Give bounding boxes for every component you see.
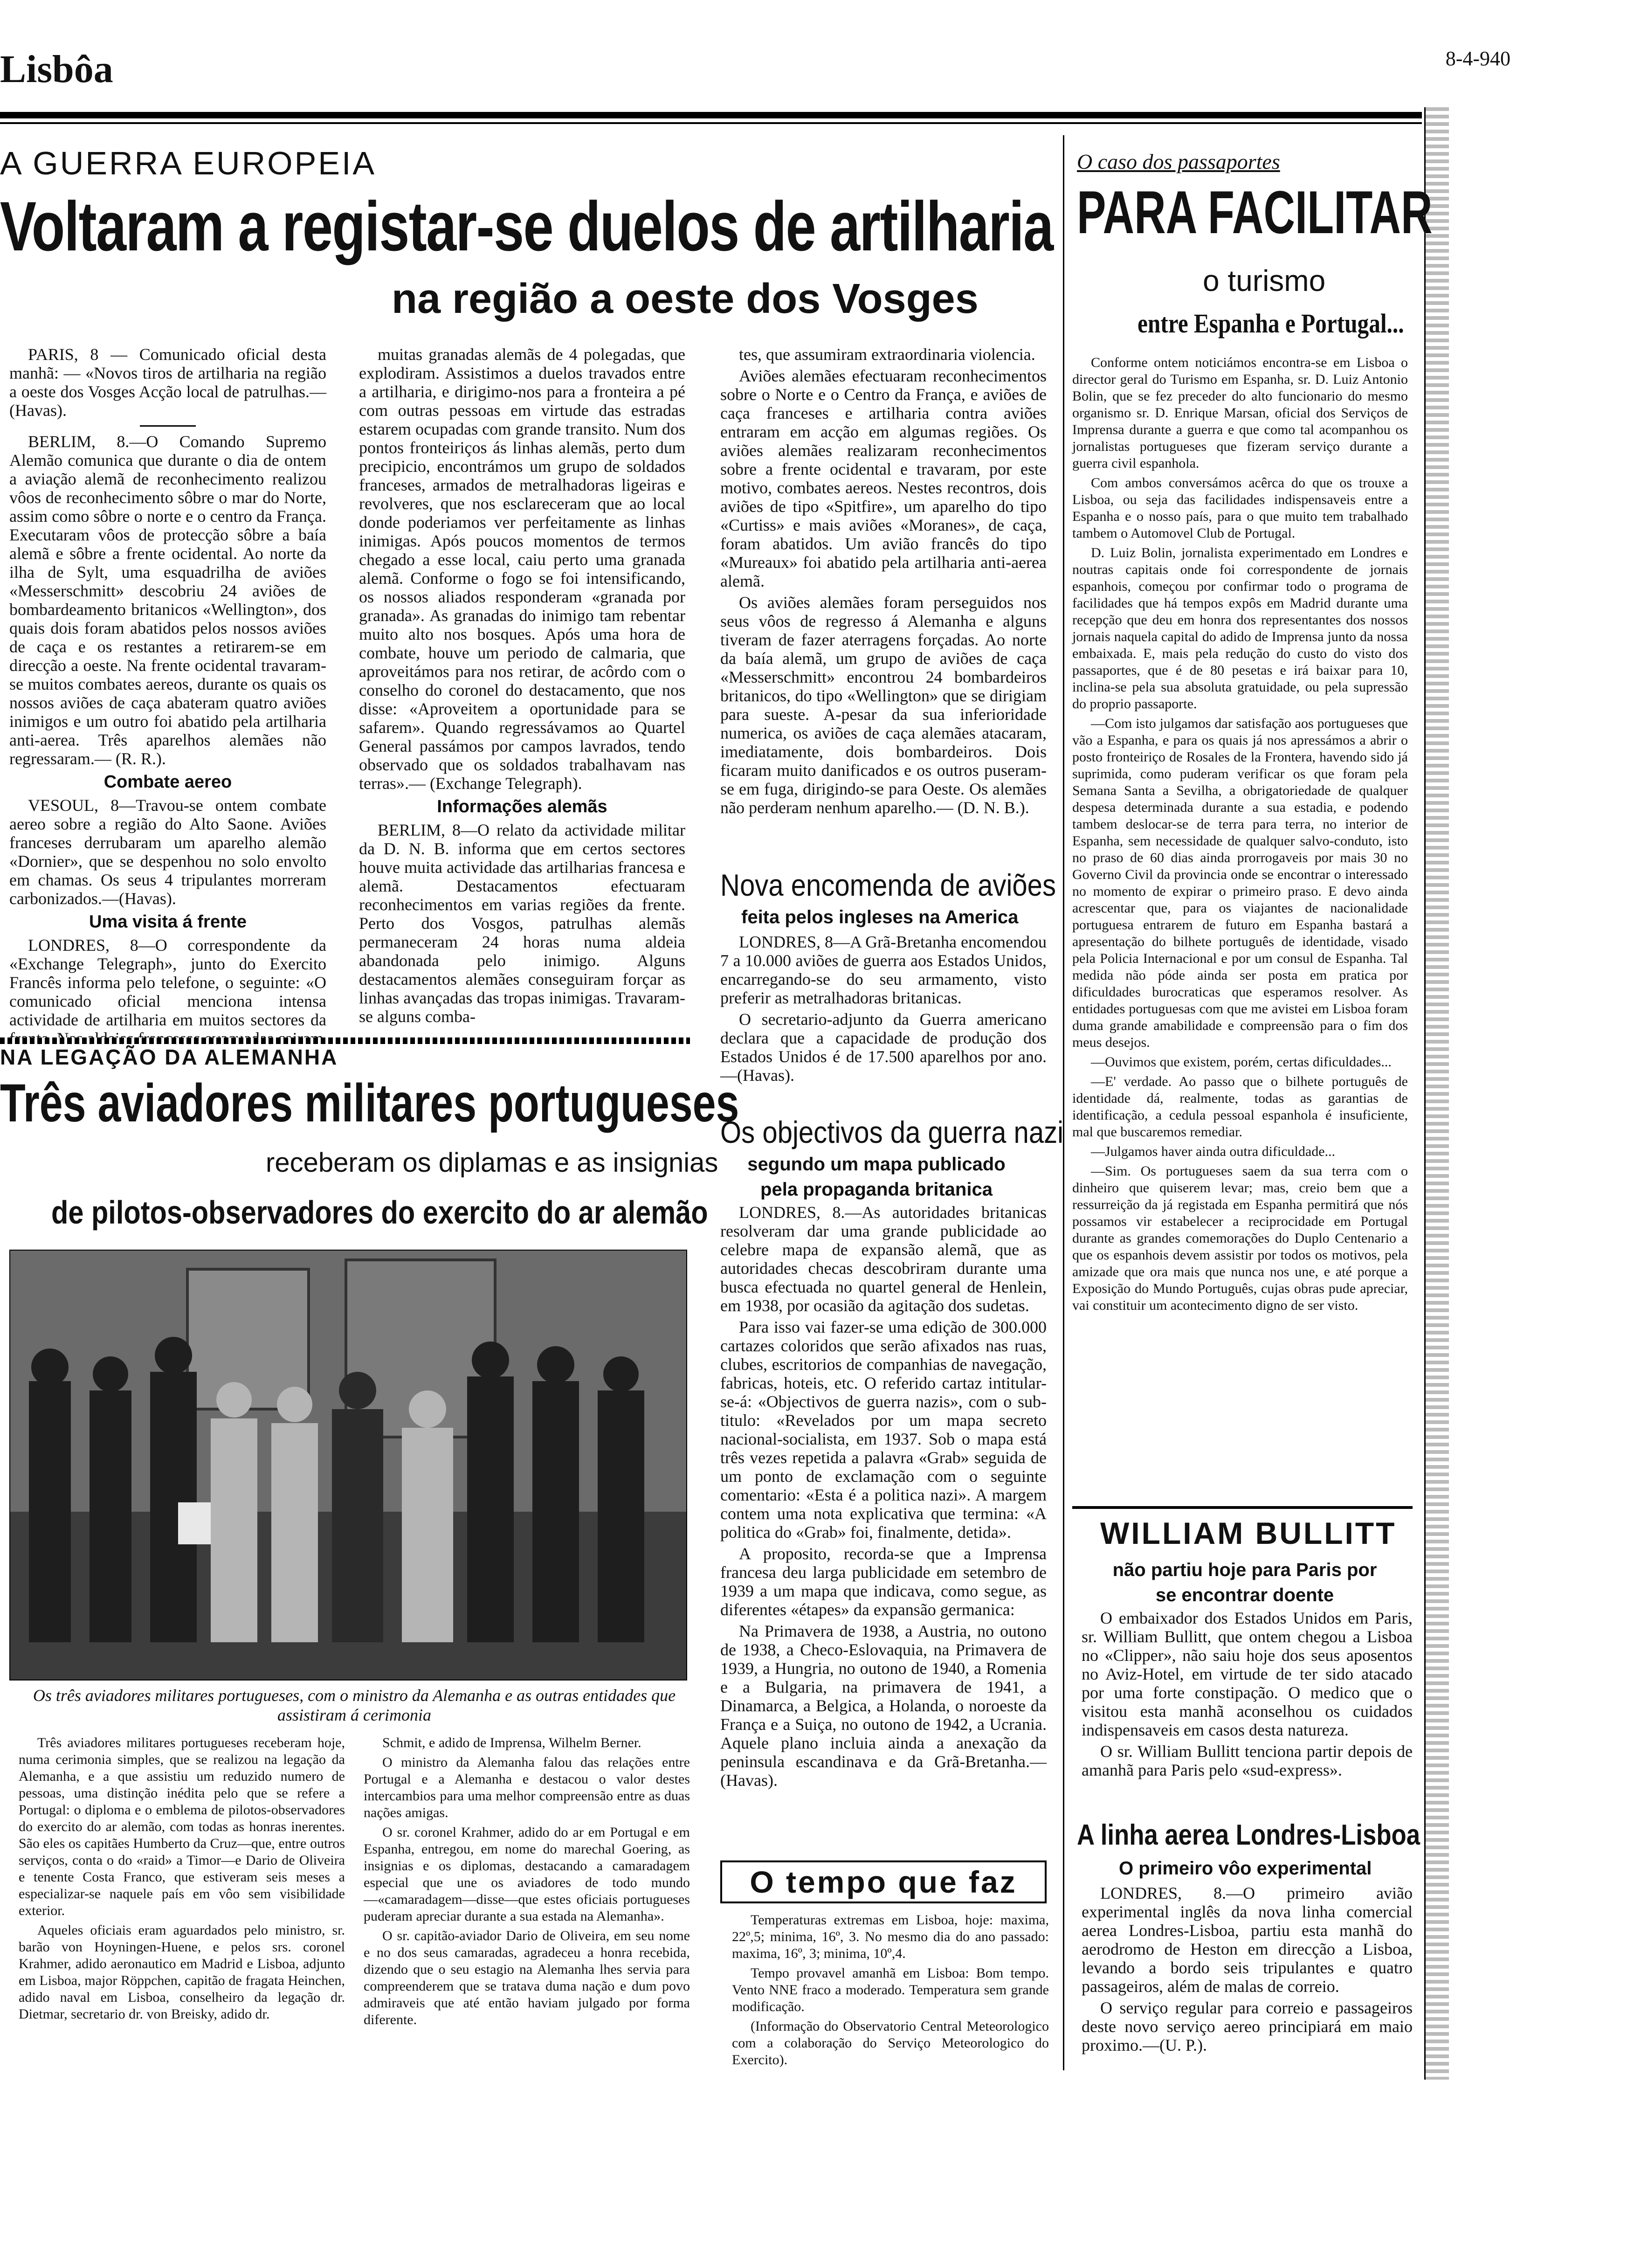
paragraph: —Com isto julgamos dar satisfação aos portugueses que vão a Espanha, e para os quais já nos apressámos a abrir o posto fronteiriço de Rosales de la Frontera, havendo sido já suprimida, como puderam verificar os que foram pela Semana Santa a Sevilha, a obrigatoriedade de qualquer despesa determinada durante a sua estadia, e podendo tambem deslocar-se de terra para terra, no interior de Espanha, sem necessidade de qualquer salvo-conduto, isto no praso de 60 dias ainda prorrogaveis por mais 30 no Governo Civil da provincia onde se encontrar o interessado no momento de expirar o primeiro praso. E devo ainda acrescentar que, para os viajantes de nacionalidade portuguesa entrarem de futuro em Espanha bastará a apresentação do bilhete português de identidade, visado pela Policia Internacional e por um consul de Espanha. Tal medida não póde ainda ser posta em pratica por dificuldades burocraticas que esperamos resolver. As entidades portuguesas com que me avistei em Lisboa foram duma grande amabilidade e compreensão para o fim dos meus desejos.	[1072, 716, 1408, 1050]
paragraph: Aviões alemães efectuaram reconhecimentos sobre o Norte e o Centro da França, e aviões de caça franceses e artilharia contra aviões entraram em acção em algumas regiões. Os aviões alemães realizaram reconhecimentos sobre a frente ocidental e travaram, por este motivo, combates aereos. Nestes recontros, dois aviões de tipo «Spitfire», um aparelho do tipo «Curtiss» e mais aviões «Moranes», de caça, foram abatidos. Um avião francês do tipo «Mureaux» foi abatido pela artilharia anti-aerea alemã.	[720, 366, 1047, 590]
paragraph: Temperaturas extremas em Lisboa, hoje: maxima, 22º,5; minima, 16º, 3. No mesmo dia do ano passado: maxima, 16º, 3; minima, 10º,4.	[732, 1912, 1049, 1961]
paragraph: BERLIM, 8—O relato da actividade militar da D. N. B. informa que em certos sectores houve muita actividade das artilharias francesa e alemã. Destacamentos efectuaram reconhecimentos em varias regiões da frente. Perto dos Vosgos, patrulhas alemãs permaneceram 24 horas numa aldeia abandonada pelo inimigo. Alguns destacamentos alemães conseguiram forçar as linhas avançadas das tropas inimigas. Travaram-se alguns comba-	[359, 821, 685, 1026]
paragraph: —Ouvimos que existem, porém, certas dificuldades...	[1091, 1054, 1392, 1070]
paragraph: LONDRES, 8—O correspondente da «Exchange Telegraph», junto do Exercito Francês informa pelo telefone, o seguinte: «O comunicado oficial menciona intensa actividade de artilharia em muitos sectores da	[9, 936, 326, 1029]
weather-body	[732, 1912, 1049, 2071]
subhead-combate: Combate aereo	[103, 772, 232, 792]
paragraph: Na Primavera de 1938, a Austria, no outono de 1938, a Checo-Eslovaquia, na Primavera de 1939, a Hungria, no outono de 1940, a Romenia e a Bulgaria, na primavera de 1941, a Dinamarca, a Belgica, a Holanda, o noroeste da França e a Suiça, no outono de 1942, a Ucrania. Aquele plano incluia ainda a anexação da peninsula escandinava e da Grã-Bretanha.—(Havas).	[720, 1622, 1047, 1790]
passports-kicker: O caso dos passaportes	[1077, 150, 1280, 173]
paragraph: Schmit, e adido de Imprensa, Wilhelm Berner.	[382, 1735, 641, 1750]
paragraph: Para isso vai fazer-se uma edição de 300.000 cartazes coloridos que serão afixados nas ruas, clubes, escritorios de companhias de navegação, fabricas, hoteis, etc. O referido cartaz intitular-se-á: «Objectivos de guerra nazis», com o sub-titulo: «Revelados por um mapa secreto nacional-socialista, em 1937. Sob o mapa está três vezes repetida a palavra «Grab» seguida de um ponto de exclamação com o seguinte comentario: «Esta é a politica nazi». A margem contem uma nota explicativa que termina: «A politica do «Grab» foi, finalmente, detida».	[720, 1318, 1047, 1542]
masthead-title: Lisbôa	[0, 48, 113, 91]
paragraph: O sr. William Bullitt tenciona partir depois de amanhã para Paris pelo «sud-express».	[1082, 1742, 1413, 1779]
paragraph: Três aviadores militares portugueses receberam hoje, numa cerimonia simples, que se realizou na legação da Alemanha, e a que assistiu um reduzido numero de pessoas, uma distinção inédita pelo que se refere a Portugal: o diploma e o emblema de pilotos-observadores do exercito do ar alemão, com todas as honras inerentes. São eles os capitães Humberto da Cruz—que, entre outros serviços, conta o do «raid» a Timor—e Dario de Oliveira e tenente Costa Franco, que estiveram seis meses a especializar-se naquele país em vôo sem visibilidade exterior.	[19, 1735, 345, 1918]
paragraph: A proposito, recorda-se que a Imprensa francesa deu larga publicidade em setembro de 1939 a um mapa que indicava, como segue, as diferentes «étapes» da expansão germanica:	[720, 1544, 1047, 1619]
passports-headline: PARA FACILITAR	[1077, 178, 1433, 246]
section-dash-rule	[0, 1037, 690, 1044]
paragraph: O sr. coronel Krahmer, adido do ar em Portugal e em Espanha, entregou, em nome do marechal Goering, as insignias e os diplomas, destacando a camaradagem especial que une os aviadores de todo mundo—«camaradagem—disse—que estes oficiais portugueses puderam apreciar durante a sua estada na Alemanha».	[364, 1825, 690, 1924]
ceremony-photo	[9, 1250, 687, 1680]
subhead-informacoes: Informações alemãs	[437, 797, 607, 816]
bullitt-rule	[1072, 1506, 1413, 1509]
paragraph: O serviço regular para correio e passageiros deste novo serviço aereo principiará em maio proximo.—(U. P.).	[1082, 1998, 1413, 2054]
nazi-subheadline: segundo um mapa publicado pela propaganda britanica	[747, 1154, 1006, 1200]
paragraph: LONDRES, 8.—As autoridades britanicas resolveram dar uma grande publicidade ao celebre mapa de expansão alemã, que as autoridades checas descobriram durante uma busca efectuada no quartel general de Henlein, em 1938, por ocasião da agitação dos sudetas.	[720, 1203, 1047, 1315]
passports-sub1: o turismo	[1203, 264, 1326, 297]
paragraph: BERLIM, 8.—O Comando Supremo Alemão comunica que durante o dia de ontem a aviação alemã de reconhecimento realizou vôos de reconhecimento sôbre o mar do Norte, assim como sôbre o norte e o centro da França. Executaram vôos de protecção sôbre a baía alemã e sôbre a frente ocidental. Ao norte da ilha de Sylt, uma esquadrilha de aviões «Messerschmitt» descobriu 24 aviões de bombardeamento britanicos «Wellington», dos quais dois foram abatidos pelos nossos aviões de caça e os restantes a retirarem-se em direcção a oeste. Na frente ocidental travaram-se muitos combates aereos, durante os quais os nossos aviões de caça abateram quatro aviões inimigos e um outro foi abatido pela artilharia anti-aerea. Três aparelhos alemães não regressaram.— (R. R.).	[9, 432, 326, 768]
airline-body	[1082, 1884, 1413, 2057]
ceremony-photo-figures	[10, 1251, 686, 1680]
order-headline: Nova encomenda de aviões	[720, 868, 1056, 902]
airline-headline: A linha aerea Londres-Lisboa	[1077, 1819, 1420, 1851]
paragraph: —E' verdade. Ao passo que o bilhete português de identidade dá, realmente, todas as garantias de identificação, a cedula pessoal espanhola é insuficiente, mal que buscaremos remediar.	[1072, 1074, 1408, 1140]
passports-body	[1072, 354, 1408, 1317]
bullitt-subheadline: não partiu hoje para Paris por se encontrar doente	[1112, 1560, 1377, 1605]
bullitt-headline: WILLIAM BULLITT	[1100, 1516, 1397, 1550]
war-subheadline: na região a oeste dos Vosges	[392, 276, 979, 322]
paragraph: Os aviões alemães foram perseguidos nos seus vôos de regresso á Alemanha e alguns tiveram de fazer aterragens forçadas. Ao norte da baía alemã, um grupo de aviões de caça «Messerschmitt» encontrou 24 bombardeiros britanicos, do tipo «Wellington» que se dirigiam para sueste. A-pesar da sua inferioridade numerica, os aviões de caça alemães atacaram, imediatamente, dois bombardeiros. Dois ficaram muito danificados e os outros puseram-se em fuga, dirigindo-se para Oeste. Os alemães não perderam nenhum aparelho.— (D. N. B.).	[720, 593, 1047, 817]
aviators-sub2: de pilotos-observadores do exercito do ar alemão	[51, 1194, 708, 1231]
paragraph: PARIS, 8 — Comunicado oficial desta manhã: — «Novos tiros de artilharia na região a oeste dos Vosges Acção local de patrulhas.— (Havas).	[9, 345, 326, 420]
aviators-headline: Três aviadores militares portugueses	[0, 1073, 739, 1133]
order-subheadline: feita pelos ingleses na America	[741, 907, 1019, 927]
order-body	[720, 933, 1047, 1087]
photo-caption: Os três aviadores militares portugueses, com o ministro da Alemanha e as outras entidades que assistiram á cerimonia	[33, 1686, 676, 1724]
divider	[140, 425, 196, 427]
paragraph: tes, que assumiram extraordinaria violencia.	[739, 345, 1035, 364]
war-column-3	[720, 345, 1047, 820]
aviators-sub1: receberam os diplamas e as insignias	[266, 1148, 718, 1178]
top-rule-thin	[0, 122, 1422, 124]
paragraph: VESOUL, 8—Travou-se ontem combate aereo sobre a região do Alto Saone. Aviões franceses derrubaram um aparelho alemão «Dornier», que se despenhou no solo envolto em chamas. Os seus 4 tripulantes morreram carbonizados.—(Havas).	[9, 796, 326, 908]
paragraph: LONDRES, 8.—O primeiro avião experimental inglês da nova linha comercial aerea Londres-Lisboa, partiu esta manhã do aerodromo de Heston em direcção a Lisboa, levando a bordo seis tripulantes e quatro passageiros, além de malas de correio.	[1082, 1884, 1413, 1996]
issue-date: 8-4-940	[1445, 47, 1510, 70]
column-rule-right	[1063, 135, 1064, 2070]
war-headline: Voltaram a registar-se duelos de artilharia	[0, 187, 1053, 265]
nazi-body	[720, 1203, 1047, 1792]
paragraph: Com ambos conversámos acêrca do que os trouxe a Lisboa, ou seja das facilidades indispensaveis entre a Espanha e o nosso país, para o que muito tem trabalhado tambem o Automovel Club de Portugal.	[1072, 475, 1408, 541]
airline-subheadline: O primeiro vôo experimental	[1119, 1858, 1372, 1879]
paragraph: LONDRES, 8—A Grã-Bretanha encomendou 7 a 10.000 aviões de guerra aos Estados Unidos, encarregando-se do seu armamento, visto preferir as metralhadoras britanicas.	[720, 933, 1047, 1007]
nazi-headline: Os objectivos da guerra nazi	[720, 1115, 1064, 1149]
aviators-column-2	[364, 1735, 690, 2031]
war-column-1	[9, 345, 326, 1051]
paragraph: Aqueles oficiais eram aguardados pelo ministro, sr. barão von Hoyningen-Huene, e pelos srs. coronel Krahmer, adido aeronautico em Madrid e Lisboa, adjunto em Lisboa, major Röppchen, capitão de fragata Heinchen, adido naval em Lisboa, conselheiro da legação dr. Dietmar, secretario dr. von Breisky, adido dr.	[19, 1922, 345, 2022]
paragraph: O embaixador dos Estados Unidos em Paris, sr. William Bullitt, que ontem chegou a Lisboa no «Clipper», não saiu hoje dos seus aposentos no Aviz-Hotel, em virtude de ter sido atacado por uma forte constipação. O medico que o visitou esta manhã aconselhou os cuidados indispensaveis em casos desta natureza.	[1082, 1609, 1413, 1739]
paragraph: Tempo provavel amanhã em Lisboa: Bom tempo. Vento NNE fraco a moderado. Temperatura sem grande modificação.	[732, 1965, 1049, 2014]
paragraph: O ministro da Alemanha falou das relações entre Portugal e a Alemanha e destacou o valor destes intercambios para uma melhor compreensão entre as duas nações amigas.	[364, 1755, 690, 1820]
war-kicker: A GUERRA EUROPEIA	[0, 145, 377, 181]
paragraph: muitas granadas alemãs de 4 polegadas, que explodiram. Assistimos a duelos travados entre a artilharia, e dirigimo-nos para a fronteira a pé com outras pessoas em virtude das estradas estarem ocupadas com grande transito. Num dos pontos fronteiriços ás linhas alemãs, perto dum precipicio, encontrámos um grupo de soldados franceses, armados de metralhadoras ligeiras e revolveres, que nos esclareceram que ao local donde poderiamos ver perfeitamente as linhas inimigas. Após poucos momentos de termos chegado a esse local, caiu perto uma granada alemã. Conforme o fogo se foi intensificando, os nossos aliados responderam «granada por granada». As granadas do inimigo tam rebentar muito alto nos bosques. Após uma hora de combate, houve um periodo de calmaria, que aproveitámos para nos retirar, de acôrdo com o conselho do coronel do destacamento, que nos disse: «Aproveitem a oportunidade para se safarem». Quando regressávamos ao Quartel General passámos por campos lavrados, tendo observado que os soldados trabalhavam nas terras».— (Exchange Telegraph).	[359, 345, 685, 793]
paragraph: O sr. capitão-aviador Dario de Oliveira, em seu nome e no dos seus camaradas, agradeceu a honra recebida, dizendo que o seu estagio na Alemanha lhes servia para compreenderem que se tratava duma nação e dum povo admiraveis que até então haviam julgado por forma diferente.	[364, 1928, 690, 2027]
war-column-2	[359, 345, 685, 1029]
passports-sub2: entre Espanha e Portugal...	[1138, 308, 1404, 339]
subhead-visita: Uma visita á frente	[89, 912, 247, 932]
page-edge-strip	[1424, 107, 1449, 2080]
paragraph: Conforme ontem noticiámos encontra-se em Lisboa o director geral do Turismo em Espanha, sr. D. Luiz Antonio Bolin, que se fez preceder do alto funcionario do mesmo organismo sr. D. Enrique Marsan, oficial dos Serviços de Imprensa durante a guerra e que como tal acompanhou os jornalistas portugueses que fizeram serviço durante a guerra civil espanhola.	[1072, 355, 1408, 471]
paragraph: —Sim. Os portugueses saem da sua terra com o dinheiro que quiserem levar; mas, creio bem que a ressurreição da já registada em Espanha permitirá que nós possamos vir estabelecer a reciprocidade em Portugal durante as grandes comemorações do Duplo Centenario a que os espanhois devem assistir por todos os motivos, pela amizade que ora mais que nunca nos une, e até porque a Exposição do Mundo Português, cujas obras pude apreciar, vai constituir um acontecimento digno de ser visto.	[1072, 1163, 1408, 1313]
paragraph: D. Luiz Bolin, jornalista experimentado em Londres e noutras capitais onde foi correspondente de jornais espanhois, começou por confirmar todo o programa de facilidades que há tempos expôs em Madrid durante uma recepção que deu em honra dos representantes dos nossos jornais naquela capital do adido de Imprensa junto da nossa embaixada. E, mais pela redução do custo do visto dos passaportes, que é de 80 pesetas e irá baixar para 10, inclina-se pela sua absoluta gratuidade, ou pela supressão do proprio passaporte.	[1072, 545, 1408, 712]
top-rule	[0, 112, 1422, 118]
weather-headline: O tempo que faz	[720, 1860, 1047, 1903]
aviators-column-1	[19, 1735, 345, 2026]
paragraph: (Informação do Observatorio Central Meteorologico com a colaboração do Serviço Meteorologico do Exercito).	[732, 2019, 1049, 2067]
paragraph: —Julgamos haver ainda outra dificuldade...	[1091, 1144, 1336, 1159]
aviators-section-label: NA LEGAÇÃO DA ALEMANHA	[0, 1045, 338, 1069]
paragraph: O secretario-adjunto da Guerra americano declara que a capacidade de produção dos Estados Unidos é de 17.500 aparelhos por ano.—(Havas).	[720, 1010, 1047, 1085]
bullitt-body	[1082, 1609, 1413, 1782]
